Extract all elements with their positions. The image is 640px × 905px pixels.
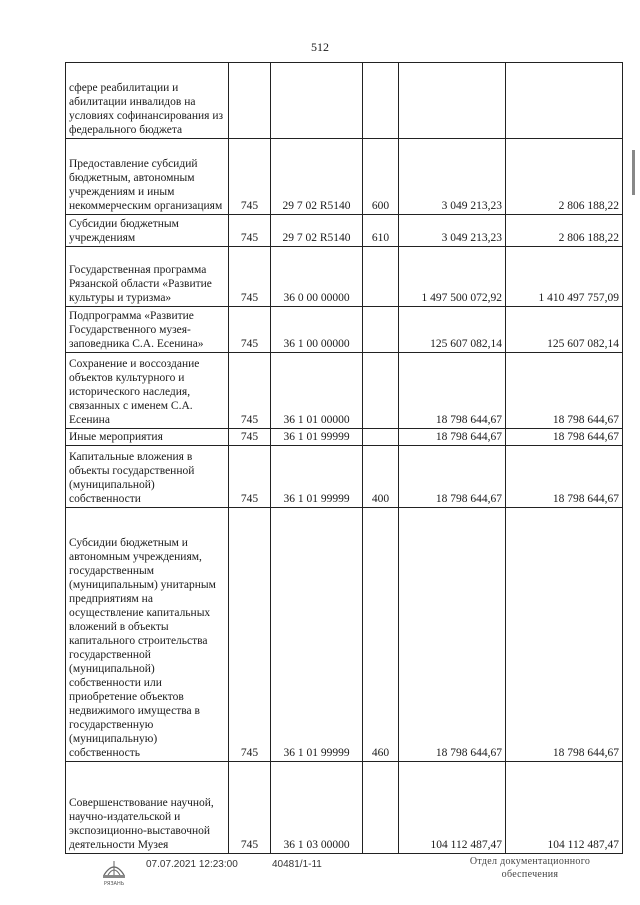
department-line-1: Отдел документационного bbox=[469, 856, 591, 867]
row-csr: 29 7 02 R5140 bbox=[271, 139, 363, 215]
row-vr bbox=[363, 307, 399, 353]
row-vr: 600 bbox=[363, 139, 399, 215]
scan-edge-mark bbox=[632, 150, 635, 195]
coat-of-arms-logo-icon bbox=[98, 855, 130, 887]
row-sum-2: 1 410 497 757,09 bbox=[506, 247, 623, 307]
table-row bbox=[66, 307, 623, 353]
row-name: Государственная программа Рязанской области «Развитие культуры и туризма» bbox=[66, 247, 229, 307]
row-name: Капитальные вложения в объекты государственной (муниципальной) собственности bbox=[66, 446, 229, 508]
row-vr: 610 bbox=[363, 215, 399, 247]
row-name: сфере реабилитации и абилитации инвалидов на условиях софинансирования из федерального бюджета bbox=[66, 63, 229, 139]
row-sum-2: 18 798 644,67 bbox=[506, 429, 623, 446]
row-code: 745 bbox=[229, 215, 271, 247]
row-vr: 400 bbox=[363, 446, 399, 508]
row-csr: 36 1 00 00000 bbox=[271, 307, 363, 353]
row-csr: 29 7 02 R5140 bbox=[271, 215, 363, 247]
row-name: Субсидии бюджетным учреждениям bbox=[66, 215, 229, 247]
table-row bbox=[66, 247, 623, 307]
row-sum-2: 18 798 644,67 bbox=[506, 508, 623, 762]
table-row bbox=[66, 215, 623, 247]
row-name: Сохранение и воссоздание объектов культурного и исторического наследия, связанных с именем С.А. Есенина bbox=[66, 353, 229, 429]
row-code: 745 bbox=[229, 139, 271, 215]
row-sum-1: 125 607 082,14 bbox=[399, 307, 506, 353]
department-stamp bbox=[445, 855, 615, 881]
budget-table bbox=[65, 62, 623, 854]
row-csr: 36 1 01 00000 bbox=[271, 353, 363, 429]
row-sum-2: 18 798 644,67 bbox=[506, 353, 623, 429]
row-vr bbox=[363, 247, 399, 307]
row-sum-1: 18 798 644,67 bbox=[399, 429, 506, 446]
row-code: 745 bbox=[229, 429, 271, 446]
row-csr: 36 1 01 99999 bbox=[271, 508, 363, 762]
row-code: 745 bbox=[229, 307, 271, 353]
row-sum-2: 2 806 188,22 bbox=[506, 215, 623, 247]
row-sum-1 bbox=[399, 63, 506, 139]
table-row bbox=[66, 429, 623, 446]
row-vr: 460 bbox=[363, 508, 399, 762]
row-name: Субсидии бюджетным и автономным учреждениям, государственным (муниципальным) унитарным предприятиям на осуществление капитальных вложений в объекты капитального строительства государственной (муниципальной) собственности или приобретение объектов недвижимого имущества в государственную (муниципальную) собственность bbox=[66, 508, 229, 762]
row-sum-1: 3 049 213,23 bbox=[399, 139, 506, 215]
row-vr bbox=[363, 353, 399, 429]
row-csr bbox=[271, 63, 363, 139]
row-sum-1: 104 112 487,47 bbox=[399, 762, 506, 854]
table-row bbox=[66, 139, 623, 215]
row-sum-2 bbox=[506, 63, 623, 139]
row-code: 745 bbox=[229, 353, 271, 429]
row-sum-1: 18 798 644,67 bbox=[399, 353, 506, 429]
row-name: Подпрограмма «Развитие Государственного музея-заповедника С.А. Есенина» bbox=[66, 307, 229, 353]
page-number: 512 bbox=[311, 40, 329, 54]
row-code: 745 bbox=[229, 446, 271, 508]
row-csr: 36 1 03 00000 bbox=[271, 762, 363, 854]
row-vr bbox=[363, 762, 399, 854]
row-sum-2: 2 806 188,22 bbox=[506, 139, 623, 215]
row-csr: 36 1 01 99999 bbox=[271, 429, 363, 446]
row-sum-2: 18 798 644,67 bbox=[506, 446, 623, 508]
table-row bbox=[66, 353, 623, 429]
row-code bbox=[229, 63, 271, 139]
row-sum-1: 1 497 500 072,92 bbox=[399, 247, 506, 307]
row-vr bbox=[363, 429, 399, 446]
row-csr: 36 0 00 00000 bbox=[271, 247, 363, 307]
stamp-doc-number: 40481/1-11 bbox=[272, 859, 322, 870]
row-sum-1: 18 798 644,67 bbox=[399, 446, 506, 508]
row-code: 745 bbox=[229, 762, 271, 854]
department-line-2: обеспечения bbox=[501, 869, 559, 880]
footer bbox=[0, 855, 640, 895]
row-code: 745 bbox=[229, 247, 271, 307]
row-sum-2: 104 112 487,47 bbox=[506, 762, 623, 854]
table-row bbox=[66, 63, 623, 139]
row-name: Совершенствование научной, научно-издательской и экспозиционно-выставочной деятельности Музея bbox=[66, 762, 229, 854]
row-sum-1: 18 798 644,67 bbox=[399, 508, 506, 762]
table-row bbox=[66, 762, 623, 854]
row-code: 745 bbox=[229, 508, 271, 762]
svg-text:РЯЗАНЬ: РЯЗАНЬ bbox=[103, 881, 125, 887]
row-name: Предоставление субсидий бюджетным, автономным учреждениям и иным некоммерческим организациям bbox=[66, 139, 229, 215]
row-sum-2: 125 607 082,14 bbox=[506, 307, 623, 353]
row-vr bbox=[363, 63, 399, 139]
row-csr: 36 1 01 99999 bbox=[271, 446, 363, 508]
table-row bbox=[66, 446, 623, 508]
table-row bbox=[66, 508, 623, 762]
row-name: Иные мероприятия bbox=[66, 429, 229, 446]
stamp-date: 07.07.2021 12:23:00 bbox=[146, 859, 238, 870]
row-sum-1: 3 049 213,23 bbox=[399, 215, 506, 247]
